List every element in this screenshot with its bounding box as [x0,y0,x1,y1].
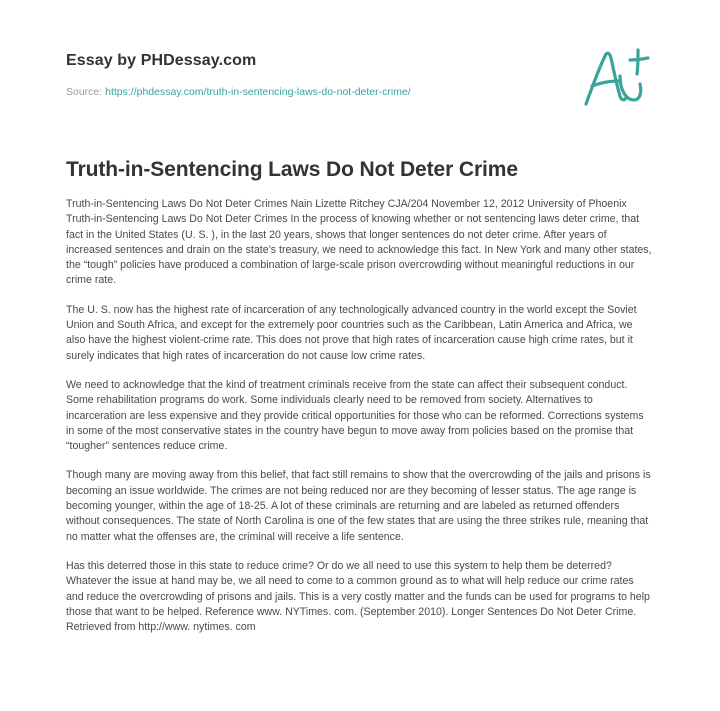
page-header [66,52,546,98]
essay-paragraph: Has this deterred those in this state to reduce crime? Or do we all need to use this system to help them be deterred? Whatever the issue at hand may be, we all need to come to a common ground as to what will help reduce our crime rates and reduce the overcrowding of prisons and jails. This is a very costly matter and the funds can be used for programs to help those that want to be helped. Reference www. NYTimes. com. (September 2010). Longer Sentences Do Not Deter Crime. Retrieved from http://www. nytimes. com [66,559,650,634]
essay-body [66,197,654,649]
essay-paragraph: The U. S. now has the highest rate of incarceration of any technologically advanced country in the world except the Soviet Union and South Africa, and except for the extremely poor countries such as the Caribbean, Latin America and Africa, we also have the highest violent-crime rate. This does not prove that high rates of incarceration cause high crime rates, but it surely indicates that high rates of incarceration do not cause low crime rates. [66,303,637,362]
source-line [66,86,546,98]
a-plus-grade-icon [578,40,654,116]
essay-paragraph: We need to acknowledge that the kind of treatment criminals receive from the state can affect their subsequent conduct. Some rehabilitation programs do work. Some individuals clearly need to be removed from society. Alternatives to incarceration are less expensive and they provide critical opportunities for those who can be reformed. Corrections systems in some of the most conservative states in the country have begun to move away from policies based on the promise that “tougher” sentences reduce crime. [66,378,644,453]
source-label: Source: [66,86,106,98]
essay-title: Truth-in-Sentencing Laws Do Not Deter Crime [66,158,518,181]
source-link[interactable]: https://phdessay.com/truth-in-sentencing-laws-do-not-deter-crime/ [105,86,411,98]
essay-paragraph: Truth-in-Sentencing Laws Do Not Deter Crimes Nain Lizette Ritchey CJA/204 November 12, 2012 University of Phoenix Truth-in-Sentencing Laws Do Not Deter Crimes In the process of knowing whether or not sentencing laws deter crime, that fact in the United States (U. S. ), in the last 20 years, shows that longer sentences do not deter crime. After years of increased sentences and drain on the state’s treasury, we need to acknowledge this fact. In New York and many other states, the “tough” policies have produced a combination of large-scale prison overcrowding without meaningful reductions in our crime rate. [66,198,652,287]
brand-title: Essay by PHDessay.com [66,52,257,69]
essay-paragraph: Though many are moving away from this belief, that fact still remains to show that the overcrowding of the jails and prisons is becoming an issue worldwide. The crimes are not being reduced nor are they becoming of lesser status. The age range is becoming younger, within the age of 18-25. A lot of these criminals are returning and are labeled as returned offenders without consequences. The state of North Carolina is one of the few states that are using the three strikes rule, meaning that no matter what the offenses are, the criminal will receive a life sentence. [66,469,651,543]
